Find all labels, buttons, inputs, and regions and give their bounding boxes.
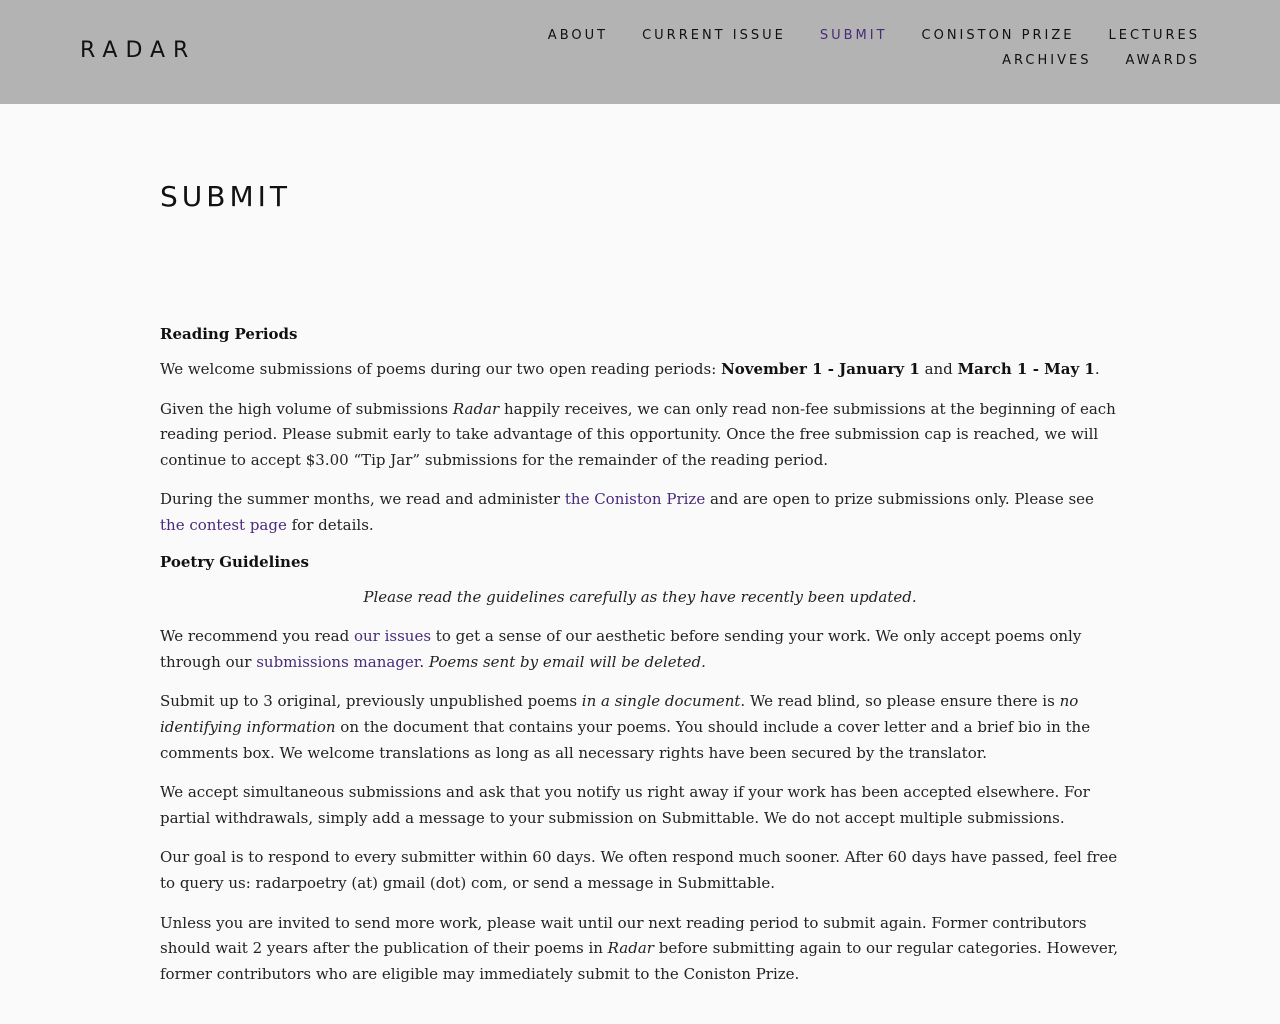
- simultaneous-paragraph: We accept simultaneous submissions and ask that you notify us right away if your work has been accepted elsewhere. For partial withdrawals, simply add a message to your submission on Submittable. We do not accept multiple submissions.: [160, 783, 1090, 827]
- volume-paragraph: Given the high volume of submissions Radar happily receives, we can only read non-fee submissions at the beginning of each reading period. Please submit early to take advantage of this opportunity. Once the free submission cap is reached, we will continue to accept $3.00 “Tip Jar” submissions for the remainder of the reading period.: [160, 399, 1116, 469]
- nav-about[interactable]: ABOUT: [547, 28, 609, 43]
- reading-periods-paragraph: We welcome submissions of poems during our two open reading periods: November 1 - January 1 and March 1 - May 1.: [160, 360, 1100, 378]
- submissions-manager-link[interactable]: submissions manager: [256, 652, 420, 671]
- contest-page-link[interactable]: the contest page: [160, 515, 287, 534]
- summer-paragraph: During the summer months, we read and administer the Coniston Prize and are open to prize submissions only. Please see the contest page for details.: [160, 490, 1094, 534]
- poetry-guidelines-heading: Poetry Guidelines: [160, 552, 309, 571]
- reading-periods-heading: Reading Periods: [160, 325, 298, 343]
- reading-period-1: November 1 - January 1: [721, 360, 920, 378]
- coniston-prize-link[interactable]: the Coniston Prize: [564, 490, 706, 509]
- nav-lectures[interactable]: LECTURES: [1108, 28, 1200, 43]
- nav-awards[interactable]: AWARDS: [1125, 53, 1200, 68]
- response-paragraph: Our goal is to respond to every submitter within 60 days. We often respond much sooner. After 60 days have passed, feel free to query us: radarpoetry (at) gmail (dot) com, or send a message in Submittable.: [160, 848, 1118, 892]
- resubmission-paragraph: Unless you are invited to send more work, please wait until our next reading period to submit again. Former contributors should wait 2 years after the publication of their poems in Radar before submitting again to our regular categories. However, former contributors who are eligible may immediately submit to the Coniston Prize.: [160, 913, 1119, 983]
- nav-submit[interactable]: SUBMIT: [819, 28, 888, 43]
- recommend-paragraph: We recommend you read our issues to get a sense of our aesthetic before sending your work. We only accept poems only through our submissions manager. Poems sent by email will be deleted.: [160, 627, 1082, 671]
- main-nav: [440, 28, 1200, 68]
- nav-current-issue[interactable]: CURRENT ISSUE: [642, 28, 786, 43]
- submit-guidelines-paragraph: Submit up to 3 original, previously unpublished poems in a single document. We read blind, so please ensure there is no identifying information on the document that contains your poems. You should include a cover letter and a brief bio in the comments box. We welcome translations as long as all necessary rights have been secured by the translator.: [160, 692, 1091, 762]
- site-header: [0, 0, 1280, 104]
- guidelines-notice: Please read the guidelines carefully as they have recently been updated.: [363, 587, 917, 606]
- page-title: SUBMIT: [160, 180, 291, 213]
- nav-archives[interactable]: ARCHIVES: [1002, 53, 1092, 68]
- reading-period-2: March 1 - May 1: [957, 360, 1095, 378]
- site-logo[interactable]: RADAR: [80, 38, 197, 63]
- main-content: [160, 180, 1120, 1001]
- our-issues-link[interactable]: our issues: [353, 627, 432, 646]
- nav-coniston-prize[interactable]: CONISTON PRIZE: [921, 28, 1075, 43]
